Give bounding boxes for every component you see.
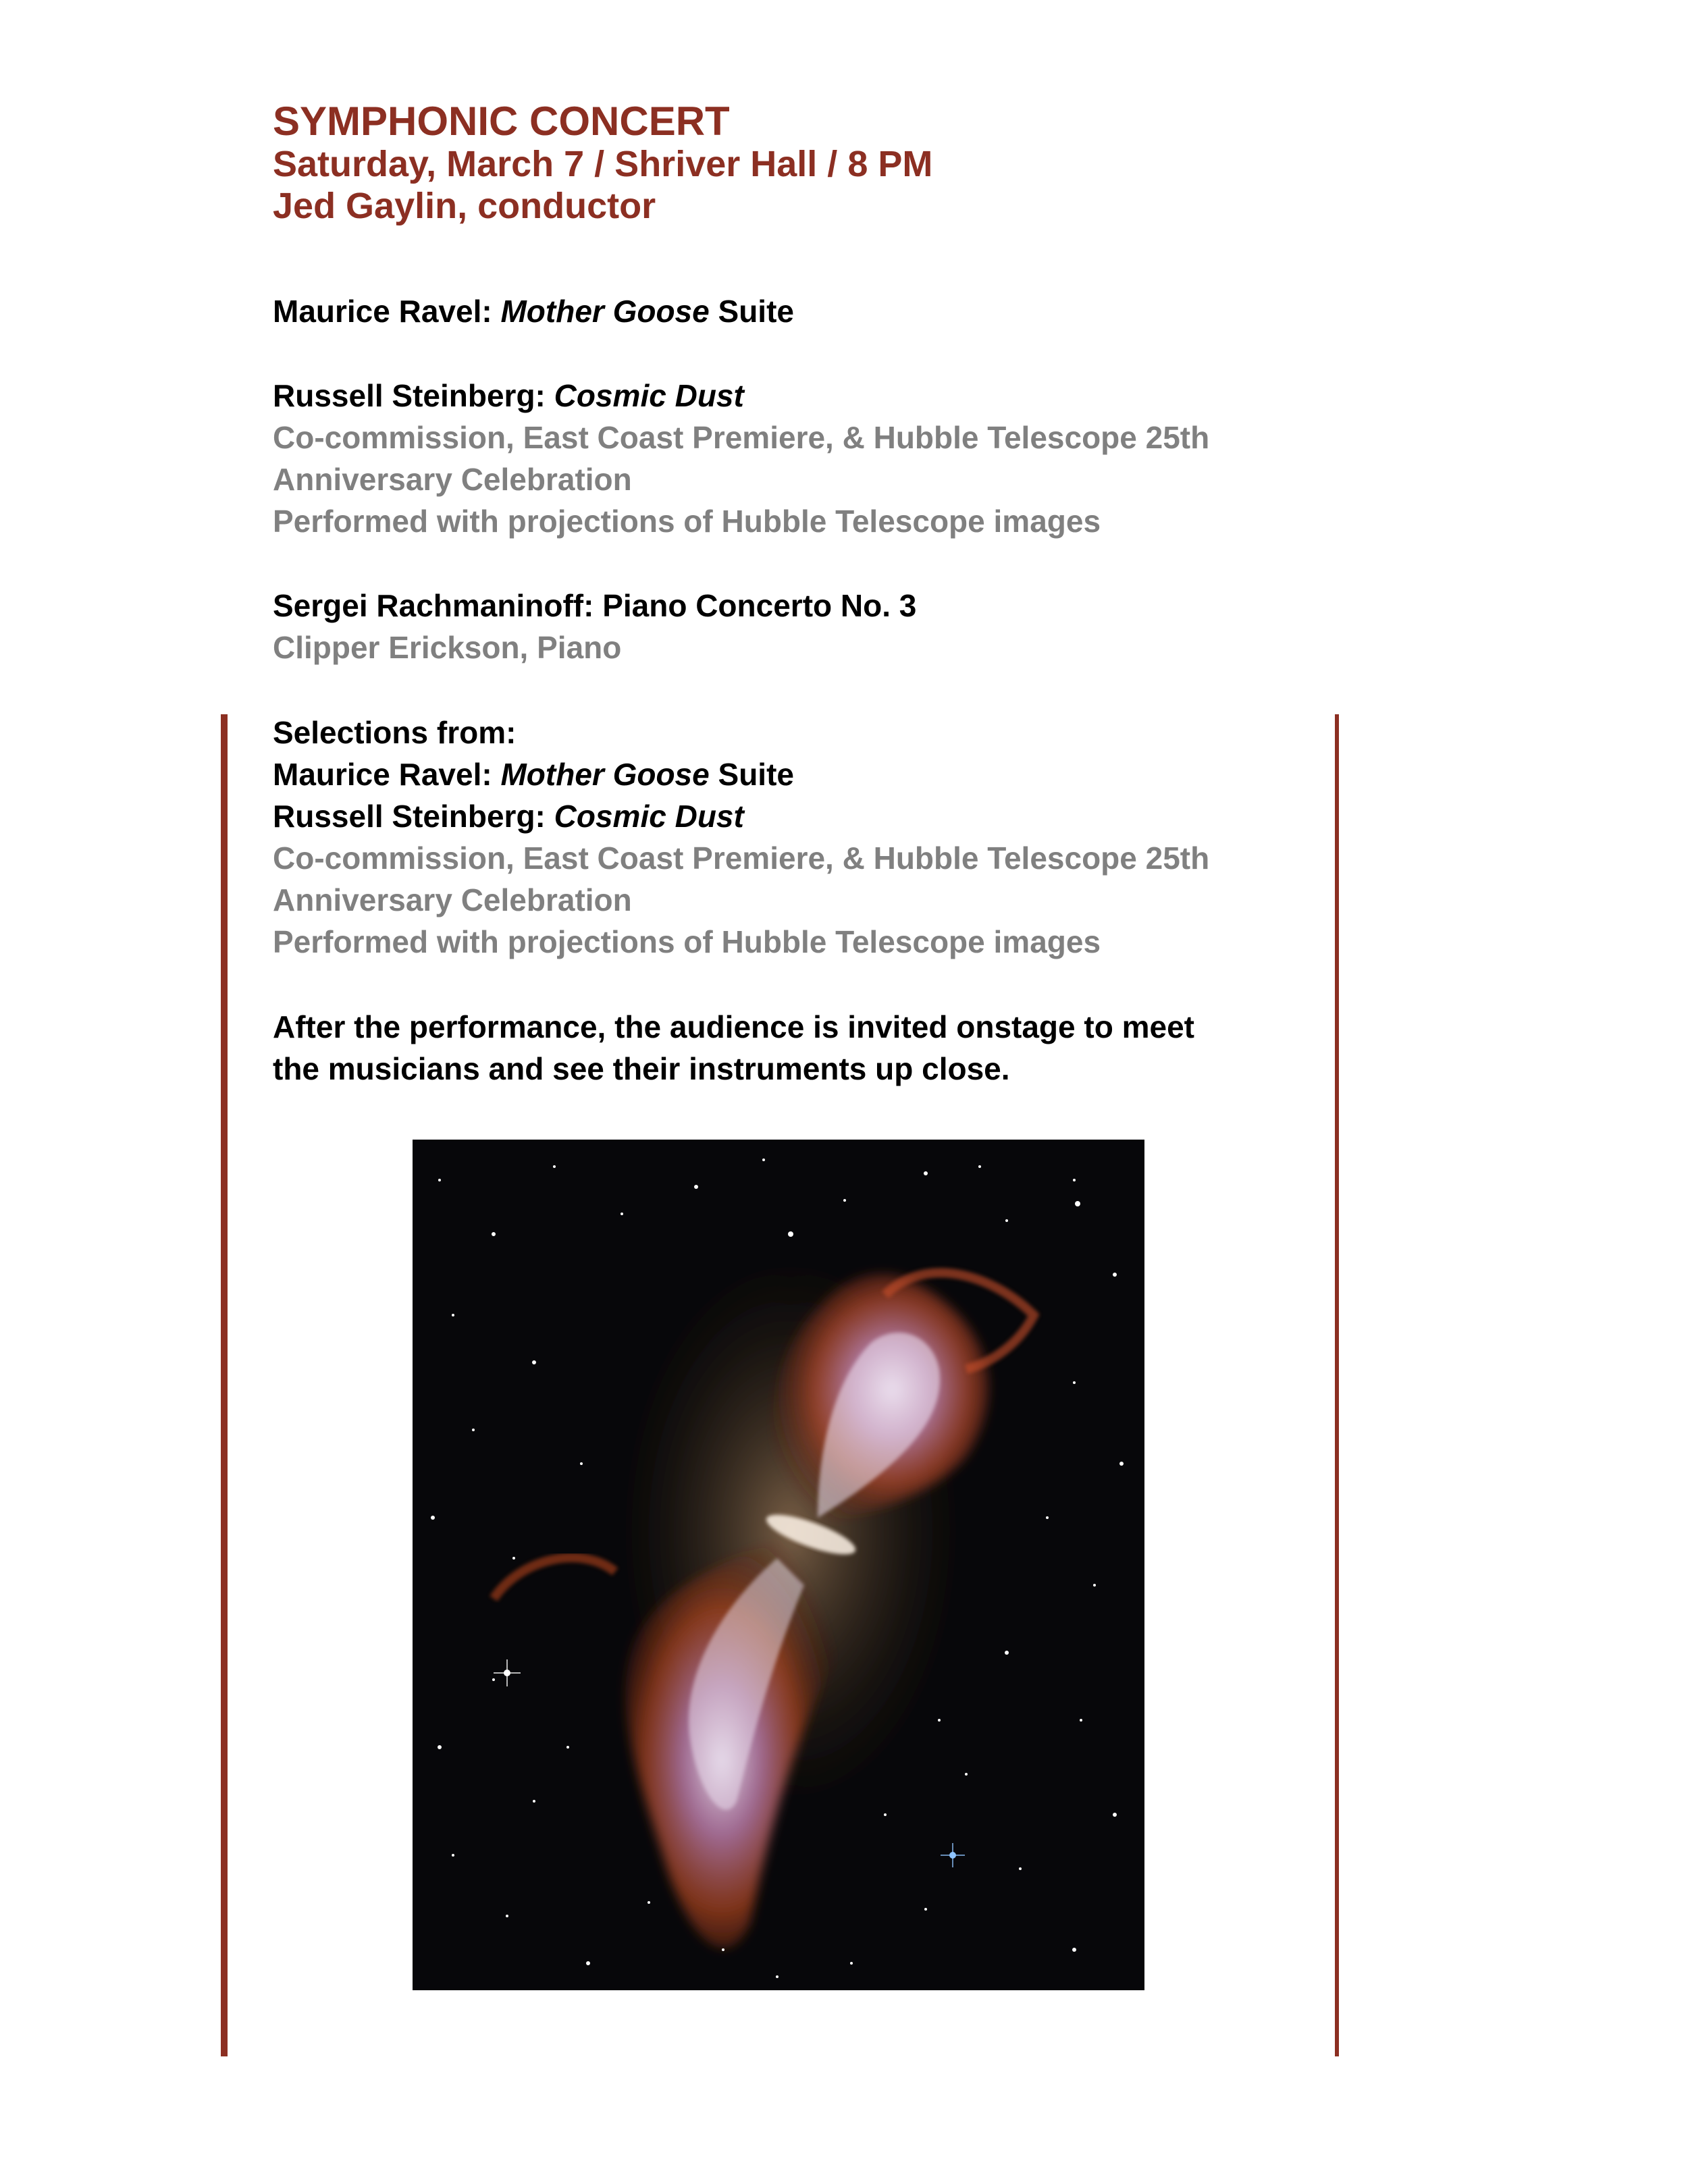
composer: Russell Steinberg: [273, 799, 554, 834]
work-title: Cosmic Dust [554, 799, 744, 834]
soloist: Clipper Erickson, Piano [273, 630, 622, 665]
work-suffix: Suite [709, 294, 794, 329]
work-title: Mother Goose [500, 294, 710, 329]
selections-heading: Selections from: [273, 715, 517, 750]
work-note: Co-commission, East Coast Premiere, & Hubble Telescope 25th [273, 420, 1210, 455]
concert-title: SYMPHONIC CONCERT [273, 99, 730, 144]
selection-ravel [273, 753, 1209, 795]
program-item-ravel [273, 290, 794, 332]
work-title: Cosmic Dust [554, 378, 744, 413]
program-item-rachmaninoff [273, 585, 916, 668]
work-note: Anniversary Celebration [273, 462, 632, 497]
selection-steinberg [273, 795, 1209, 837]
work-suffix: Suite [709, 757, 794, 792]
work-note: Performed with projections of Hubble Telescope images [273, 924, 1101, 959]
after-performance-note: After the performance, the audience is invited onstage to meet the musicians and see their instruments up close. [273, 1009, 1194, 1086]
composer: Maurice Ravel: [273, 294, 501, 329]
work-note: Anniversary Celebration [273, 882, 632, 917]
selections-block [273, 712, 1209, 963]
composer: Maurice Ravel: [273, 757, 501, 792]
work-title: Sergei Rachmaninoff: Piano Concerto No. 3 [273, 588, 917, 623]
section-rule-left [221, 714, 228, 2056]
work-note: Performed with projections of Hubble Telescope images [273, 504, 1101, 539]
composer: Russell Steinberg: [273, 378, 554, 413]
nebula-illustration [413, 1140, 1144, 1990]
section-rule-right [1335, 714, 1339, 2056]
nebula-photo [413, 1140, 1144, 1990]
work-note: Co-commission, East Coast Premiere, & Hubble Telescope 25th [273, 841, 1210, 876]
work-title: Mother Goose [500, 757, 710, 792]
conductor: Jed Gaylin, conductor [273, 186, 656, 226]
program-item-steinberg [273, 375, 1209, 542]
concert-header [273, 100, 932, 227]
date-venue: Saturday, March 7 / Shriver Hall / 8 PM [273, 144, 933, 184]
